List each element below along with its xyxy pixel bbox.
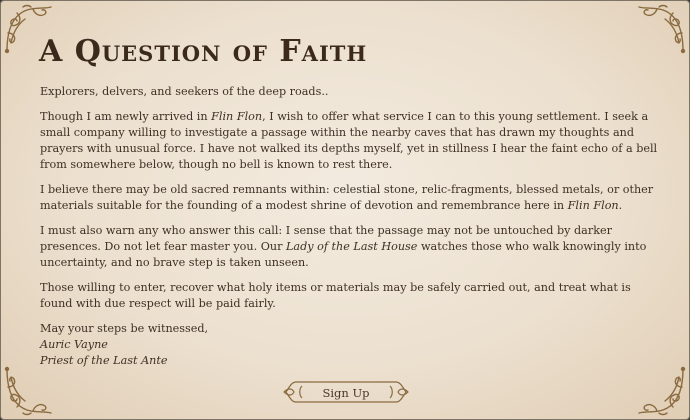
signer-title (40, 353, 666, 369)
closing-text: May your steps be witnessed, (40, 322, 209, 335)
sign-up-label: Sign Up (322, 385, 370, 400)
deity-name: Lady of the Last House (285, 240, 418, 253)
paragraph-text: watches those who walk knowingly into uncertainty, and no brave step is taken unseen. (40, 240, 647, 269)
paragraph-text: Though I am newly arrived in (40, 110, 212, 123)
corner-flourish-icon (635, 365, 687, 417)
quest-description (40, 84, 666, 369)
paragraph-warning (40, 223, 666, 271)
paragraph-summons (40, 109, 666, 173)
signer-title-text: Priest of the Last Ante (40, 354, 168, 367)
place-name: Flin Flon (211, 110, 263, 123)
sign-up-button[interactable] (282, 380, 410, 405)
corner-flourish-icon (3, 365, 55, 417)
paragraph-text: I must also warn any who answer this call: I sense that the passage may not be untouched by darker presences. Do not let fear master you. Our (40, 224, 612, 253)
place-name: Flin Flon (567, 199, 619, 212)
paragraph-remnants (40, 182, 666, 214)
paragraph-text: I believe there may be old sacred remnants within: celestial stone, relic-fragments, blessed metals, or other materials suitable for the founding of a modest shrine of devotion and remembrance here in (40, 183, 654, 212)
paragraph-reward: Those willing to enter, recover what holy items or materials may be safely carried out, and treat what is found with due respect will be paid fairly. (40, 281, 631, 310)
signer-name (40, 337, 666, 353)
corner-flourish-icon (635, 3, 687, 55)
signer-name-text: Auric Vayne (40, 338, 108, 351)
paragraph-text: . (618, 199, 623, 212)
paragraph-text: , I wish to offer what service I can to this young settlement. I seek a small company willing to investigate a passage within the nearby caves that has drawn my thoughts and prayers with unusual force. I have not walked its depths myself, yet in stillness I hear the faint echo of a bell from somewhere below, though no bell is known to rest there. (40, 110, 658, 171)
quest-title: A Question of Faith (39, 34, 368, 69)
greeting-text: Explorers, delvers, and seekers of the deep roads.. (40, 85, 329, 98)
